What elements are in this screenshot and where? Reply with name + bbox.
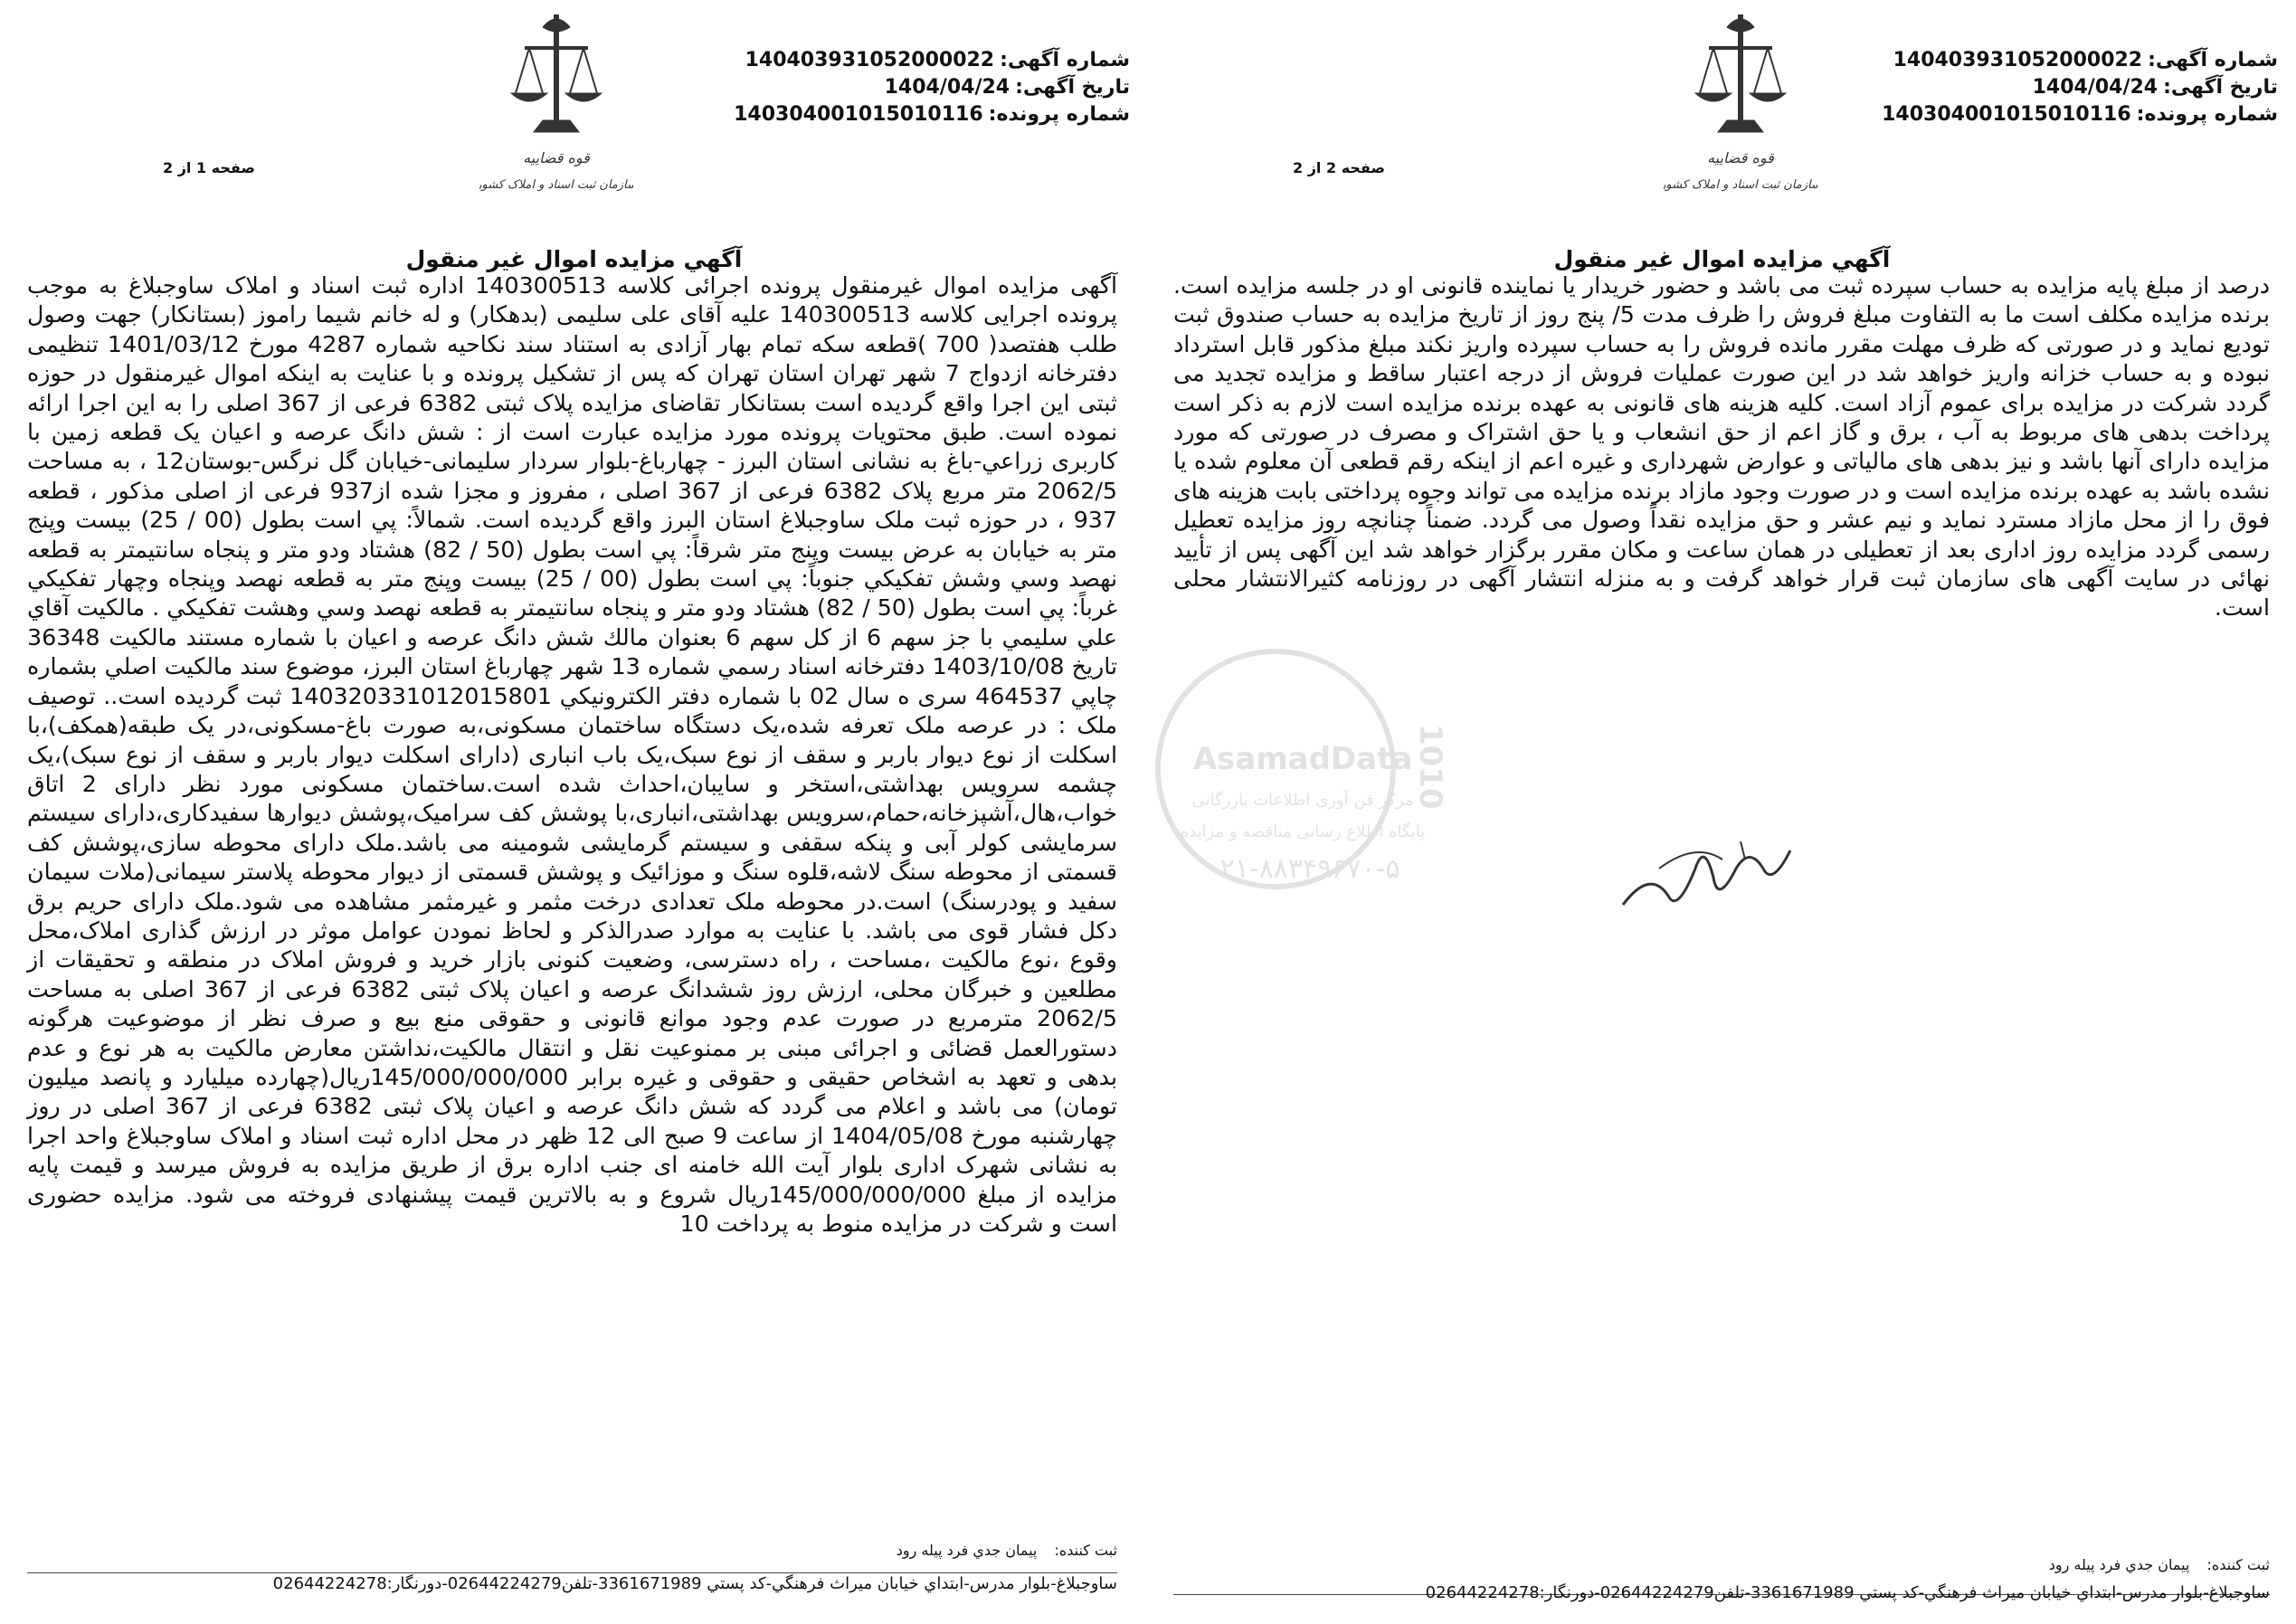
watermark-line-1: مرکز فن آوری اطلاعات بازرگانی — [1191, 791, 1414, 810]
ad-date: 1404/04/24 — [2032, 76, 2158, 99]
ad-number: 140403931052000022 — [745, 49, 995, 71]
judiciary-logo — [479, 7, 633, 206]
official-signature — [1605, 796, 1813, 959]
notice-header-meta — [1880, 47, 2278, 128]
notice-body: آگهی مزایده اموال غیرمنقول پرونده اجرائی کلاسه 140300513 اداره ثبت اسناد و املاک ساوجبلاغ به موجب پرونده اجرایی کلاسه 140300513 علیه آقای علی سلیمی (بدهکار) و له خانم شیما راموز (بستانکار) جهت وصول طلب هفتصد( 700 )قطعه سکه تمام بهار آزادی به استناد سند نکاحیه شماره 4287 مورخ 1401/03/12 تنظیمی دفترخانه ازدواج 7 شهر تهران استان تهران که پس از تشکیل پرونده و با عنایت به اینکه اموال غیرمنقول در حوزه ثبتی این اجرا واقع گردیده است بستانکار تقاضای مزایده پلاک ثبتی 6382 فرعی از 367 اصلی را به این اجرا ارائه نموده است. طبق محتویات پرونده مورد مزایده عبارت است از : شش دانگ عرصه و اعیان یک قطعه زمین با کاربری زراعي-باغ به نشانی استان البرز - چهارباغ-بلوار سردار سلیمانی-خیابان گل نرگس-بوستان12 ، به مساحت 2062/5 متر مربع پلاک 6382 فرعی از 367 اصلی ، مفروز و مجزا شده از937 فرعی از اصلی مذکور ، قطعه 937 ، در حوزه ثبت ملک ساوجبلاغ استان البرز واقع گردیده است. شمالاً: پي است بطول (00 / 25) بيست وپنج متر به خيابان به عرض بيست وپنج متر شرقاً: پي است بطول (50 / 82) هشتاد ودو متر و پنجاه سانتيمتر به قطعه نهصد وسي وشش تفكيكي جنوباً: پي است بطول (00 / 25) بيست وپنج متر به قطعه نهصد وپنجاه وچهار تفكيكي غرباً: پي است بطول (50 / 82) هشتاد ودو متر و پنجاه سانتيمتر به قطعه نهصد وسي وهشت تفكيكي . مالكيت آقاي علي سليمي با جز سهم 6 از كل سهم 6 بعنوان مالك شش دانگ عرصه و اعيان با شماره مستند مالكيت 36348 تاريخ 1403/10/08 دفترخانه اسناد رسمي شماره 13 شهر چهارباغ استان البرز، موضوع سند مالكيت اصلي بشماره چاپي 464537 سری ه سال 02 با شماره دفتر الكترونيكي 140320331012015801 ثبت گرديده است.. توصیف ملک : در عرصه ملک تعرفه شده،یک دستگاه ساختمان مسکونی،به صورت باغ-مسکونی،در یک طبقه(همکف)،با اسکلت از نوع دیوار باربر و سقف از نوع سبک،یک باب انباری (دارای اسکلت دیوار باربر و سقف از نوع سبک)،یک چشمه سرویس بهداشتی،استخر و سایبان،احداث شده است.ساختمان مسکونی مورد نظر دارای 2 اتاق خواب،هال،آشپزخانه،حمام،سرویس بهداشتی،انباری،با پوشش کف سرامیک،پوشش دیوارها سفیدکاری،دارای سیستم سرمایشی کولر آبی و پنکه سقفی و سیستم گرمایشی شومینه می باشد.ملک دارای محوطه سازی،پوشش کف قسمتی از محوطه سنگ لاشه،قلوه سنگ و موزائیک و پوشش قسمتی از دیوار محوطه پلاستر سیمانی(ملات سیمان سفید و پودرسنگ) است.در محوطه ملک تعدادی درخت مثمر و غیرمثمر مشاهده می شود.ملک دارای حریم برق دکل فشار قوی می باشد. با عنایت به موارد صدرالذکر و لحاظ نمودن عوامل موثر در ارزش گذاری املاک،محل وقوع ،نوع مالکیت ،مساحت ، راه دسترسی، وضعیت کنونی بازار خرید و فروش املاک در منطقه و تحقیقات از مطلعین و خبرگان محلی، ارزش روز ششدانگ عرصه و اعیان پلاک ثبتی 6382 فرعی از 367 اصلی به مساحت 2062/5 مترمربع در صورت عدم وجود موانع قانونی و حقوقی منع بیع و صرف نظر از موضوعیت هرگونه دستورالعمل قضائی و اجرائی مبنی بر ممنوعیت نقل و انتقال مالکیت،نداشتن معارض مالکیت به هر نوع و عدم بدهی و تعهد به اشخاص حقیقی و حقوقی و غیره برابر 145/000/000/000ریال(چهارده میلیارد و پانصد میلیون تومان) می باشد و اعلام می گردد که شش دانگ عرصه و اعیان پلاک ثبتی 6382 فرعی از 367 اصلی در روز چهارشنبه مورخ 1404/05/08 از ساعت 9 صبح الی 12 ظهر در محل اداره ثبت اسناد و املاک ساوجبلاغ واحد اجرا به نشانی شهرک اداری بلوار آیت الله خامنه ای جنب اداره برق از طریق مزایده به فروش میرسد و قیمت پایه مزایده از مبلغ 145/000/000/000ریال شروع و به بالاترین قیمت پیشنهادی فروخته می شود. مزایده حضوری است و شرکت در مزایده منوط به پرداخت 10 — [27, 272, 1118, 1237]
notice-body: درصد از مبلغ پایه مزایده به حساب سپرده ثبت می باشد و حضور خریدار یا نماینده قانونی او در جلسه مزایده است. برنده مزایده مکلف است ما به التفاوت مبلغ فروش را ظرف مدت 5/ پنج روز از تاریخ مزایده به حساب صندوق ثبت تودیع نماید و در صورتی که ظرف مهلت مقرر مانده فروش را به حساب سپرده واریز نکند مبلغ مذکور قابل استرداد نبوده و به حساب خزانه واریز خواهد شد در این صورت عملیات فروش از درجه اعتبار ساقط و مزایده تجدید می گردد شرکت در مزایده برای عموم آزاد است. کلیه هزینه های قانونی به عهده برنده مزایده است لازم به ذکر است پرداخت بدهی های مربوط به آب ، برق و گاز اعم از حق انشعاب و یا حق اشتراک و مصرف در صورتی که مورد مزایده دارای آنها باشد و نیز بدهی های مالیاتی و عوارض شهرداری و غیره اعم از اینکه رقم قطعی آن معلوم شده یا نشده باشد به عهده برنده مزایده است و در صورت وجود مازاد برنده مزایده می تواند وجوه پرداختی بابت هزینه های فوق را از محل مازاد مسترد نماید و نیم عشر و حق مزایده نقداً وصول می گردد. ضمناً چنانچه روز مزایده تعطیل رسمی گردد مزایده روز اداری بعد از تعطیلی در همان ساعت و مکان مقرر برگزار خواهد شد این آگهی پس از تأیید نهائی در سایت آگهی های سازمان ثبت قرار خواهد گرفت و به منزله انتشار آگهی در روزنامه کثیرالانتشار محلی است. — [1173, 272, 2270, 622]
case-number-label: شماره پرونده: — [988, 103, 1130, 126]
logo-line-2: سازمان ثبت اسناد و املاک کشور — [479, 178, 633, 192]
registrar-line — [1962, 1556, 2270, 1573]
logo-line-2: سازمان ثبت اسناد و املاک کشور — [1664, 178, 1817, 192]
logo-line-1: قوه قضاییه — [523, 149, 590, 166]
scales-of-justice-icon — [479, 7, 633, 206]
case-number-label: شماره پرونده: — [2136, 103, 2278, 126]
ad-date: 1404/04/24 — [884, 76, 1010, 99]
notice-header-meta — [732, 47, 1130, 128]
registrar-name: پيمان جدي فرد پيله رود — [896, 1542, 1038, 1559]
registrar-name: پيمان جدي فرد پيله رود — [2048, 1556, 2190, 1573]
footer-divider — [27, 1572, 1117, 1573]
notice-page-2 — [1148, 0, 2296, 1624]
page-number: صفحه 1 از 2 — [163, 159, 255, 176]
page-number: صفحه 2 از 2 — [1293, 159, 1385, 176]
judiciary-logo — [1664, 7, 1817, 206]
logo-line-1: قوه قضاییه — [1707, 149, 1774, 166]
watermark-brand: AsamadData — [1192, 741, 1413, 777]
signature-icon — [1605, 796, 1813, 959]
ad-number-label: شماره آگهی: — [1000, 49, 1130, 71]
case-number: 140304001015010116 — [734, 103, 983, 126]
scales-of-justice-icon — [1664, 7, 1817, 206]
notice-title: آگهي مزايده اموال غير منقول — [405, 246, 743, 272]
watermark-phone: ۰۲۱-۸۸۳۴۹۶۷۰-۵ — [1205, 853, 1400, 885]
case-number: 140304001015010116 — [1882, 103, 2131, 126]
watermark-line-2: پایگاه اطلاع رسانی مناقصه و مزایده — [1180, 822, 1426, 841]
ad-date-label: تاریخ آگهی: — [1015, 76, 1130, 99]
registrar-line — [796, 1542, 1117, 1559]
watermark-year: 1010 — [1412, 724, 1448, 810]
office-address: ساوجبلاغ-بلوار مدرس-ابتداي خيابان ميراث فرهنگي-كد پستي 3361671989-تلفن02644224279-دورنگار:02644224278 — [1425, 1583, 2270, 1602]
registrar-label: ثبت كننده: — [2206, 1556, 2270, 1573]
ad-number: 140403931052000022 — [1893, 49, 2143, 71]
registrar-label: ثبت كننده: — [1054, 1542, 1117, 1559]
ad-date-label: تاریخ آگهی: — [2163, 76, 2278, 99]
ad-number-label: شماره آگهی: — [2148, 49, 2278, 71]
notice-title: آگهي مزايده اموال غير منقول — [1553, 246, 1891, 272]
office-address: ساوجبلاغ-بلوار مدرس-ابتداي خيابان ميراث فرهنگي-كد پستي 3361671989-تلفن02644224279-دورنگار:02644224278 — [272, 1574, 1117, 1593]
